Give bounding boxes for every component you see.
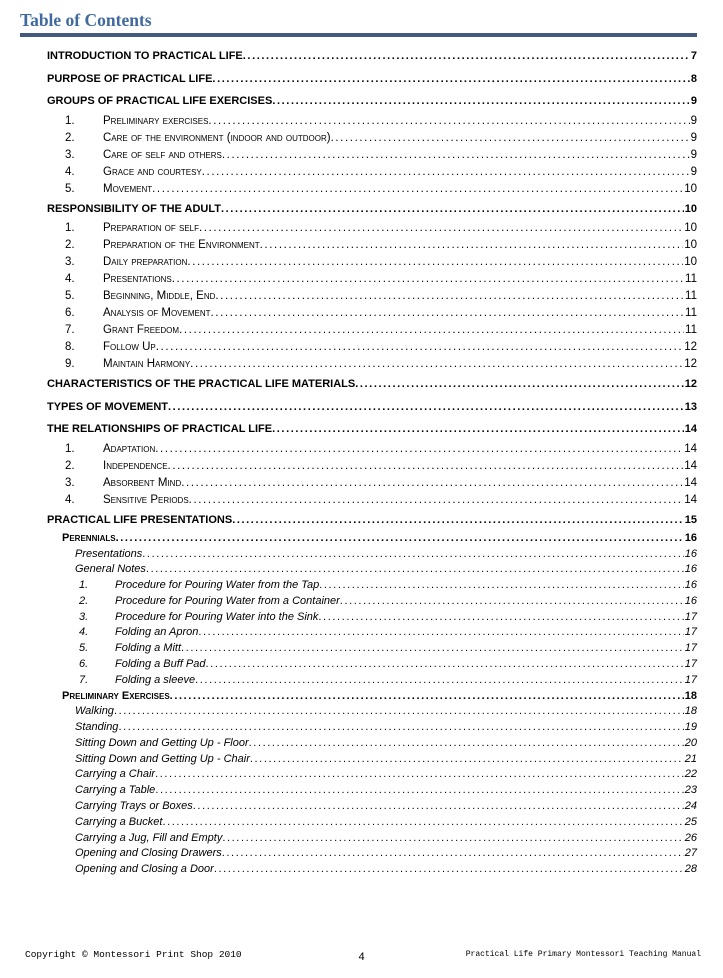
dotted-leader [118, 720, 683, 736]
toc-entry [0, 736, 697, 752]
toc-entry-page: 11 [685, 273, 697, 285]
toc-entry [0, 322, 697, 339]
dotted-leader [172, 271, 684, 288]
toc-entry [0, 594, 697, 610]
toc-entry [0, 547, 697, 563]
toc-entry [0, 441, 697, 458]
toc-entry-page: 17 [684, 642, 697, 655]
toc-entry-number: 3. [65, 476, 75, 489]
toc-entry-label: Procedure for Pouring Water from a Container [115, 594, 340, 607]
dotted-leader [170, 689, 684, 705]
dotted-leader [232, 509, 684, 532]
toc-entry-page: 11 [685, 324, 697, 336]
dotted-leader [250, 752, 684, 768]
toc-entry-label: Preliminary exercises [103, 114, 209, 127]
dotted-leader [195, 673, 684, 689]
toc-entry-number: 2. [65, 131, 75, 144]
toc-entry-label: Carrying a Chair [75, 768, 156, 781]
toc-entry-page: 16 [684, 563, 697, 576]
toc-entry [0, 220, 697, 237]
toc-entry-label: Perennials [62, 532, 116, 544]
toc-entry-number: 2. [65, 459, 75, 472]
toc-entry-page: 28 [684, 863, 697, 876]
toc-entry [0, 181, 697, 198]
toc-entry-number: 4. [65, 273, 75, 285]
title-rule [20, 33, 697, 37]
toc-entry-number: 5. [65, 182, 75, 195]
toc-entry-label: INTRODUCTION TO PRACTICAL LIFE [47, 50, 243, 62]
toc-entry-label: Care of self and others [103, 148, 222, 161]
toc-entry [0, 625, 697, 641]
toc-entry [0, 783, 697, 799]
toc-entry-number: 6. [79, 658, 89, 671]
toc-entry-page: 16 [684, 579, 697, 592]
toc-entry-label: Beginning, Middle, End [103, 290, 216, 302]
toc-entry-page: 18 [684, 705, 697, 718]
toc-entry [0, 147, 697, 164]
dotted-leader [214, 862, 684, 878]
toc-entry [0, 288, 697, 305]
toc-entry-number: 9. [65, 358, 75, 370]
toc-entry-number: 4. [79, 626, 89, 639]
toc-entry-label: Grace and courtesy [103, 165, 202, 178]
toc-entry-label: Folding an Apron [115, 626, 199, 639]
toc-entry-page: 20 [684, 736, 697, 749]
toc-entry [0, 475, 697, 492]
dotted-leader [168, 458, 684, 475]
toc-entry [0, 831, 697, 847]
toc-entry [0, 373, 697, 396]
dotted-leader [222, 147, 690, 164]
toc-entry-label: Independence [103, 459, 168, 472]
toc-entry [0, 815, 697, 831]
dotted-leader [155, 767, 684, 783]
toc-entry [0, 164, 697, 181]
toc-entry-page: 8 [690, 72, 697, 85]
dotted-leader [249, 736, 684, 752]
dotted-leader [355, 373, 684, 396]
toc-entry [0, 458, 697, 475]
toc-entry-page: 9 [690, 131, 697, 144]
toc-entry-page: 14 [684, 493, 697, 506]
dotted-leader [190, 356, 683, 373]
toc-entry-number: 7. [65, 324, 75, 336]
toc-entry-number: 4. [65, 493, 75, 506]
toc-entry-label: Preparation of self [103, 222, 199, 234]
dotted-leader [179, 322, 684, 339]
toc-entry-page: 13 [684, 400, 697, 413]
dotted-leader [208, 113, 689, 130]
toc-entry [0, 198, 697, 221]
toc-entry-label: Sitting Down and Getting Up - Chair [75, 752, 250, 765]
toc-entry-number: 3. [65, 148, 75, 161]
dotted-leader [168, 396, 684, 419]
toc-entry-label: Movement [103, 182, 153, 195]
page-header [20, 0, 697, 37]
toc-entry-page: 12 [684, 341, 697, 353]
toc-entry-label: Procedure for Pouring Water into the Sink [115, 610, 319, 623]
toc-entry-number: 1. [65, 442, 75, 455]
toc-entry-label: Preliminary Exercises [62, 689, 170, 702]
toc-entry-page: 10 [684, 222, 697, 234]
toc-entry [0, 752, 697, 768]
dotted-leader [155, 783, 683, 799]
toc-entry-page: 14 [684, 423, 697, 435]
toc-entry-label: Presentations [103, 273, 172, 285]
dotted-leader [211, 305, 685, 322]
toc-entry-number: 1. [65, 114, 75, 127]
dotted-leader [146, 562, 684, 578]
dotted-leader [221, 198, 684, 221]
toc-entry [0, 90, 697, 113]
dotted-leader [198, 625, 683, 641]
toc-entry-label: Folding a Mitt [115, 642, 182, 655]
dotted-leader [187, 254, 683, 271]
toc-entry-page: 11 [685, 307, 697, 319]
toc-entry-page: 9 [690, 95, 697, 107]
toc-entry-page: 16 [684, 594, 697, 607]
dotted-leader [319, 578, 684, 594]
toc-entry [0, 846, 697, 862]
toc-entry-page: 23 [684, 784, 697, 797]
toc-entry [0, 720, 697, 736]
toc-entry [0, 578, 697, 594]
toc-entry [0, 418, 697, 441]
toc-entry-page: 21 [684, 752, 697, 765]
dotted-leader [116, 531, 684, 547]
toc-entry [0, 68, 697, 91]
toc-entry-page: 17 [684, 626, 697, 639]
toc-entry-label: Preparation of the Environment [103, 239, 260, 251]
toc-entry [0, 862, 697, 878]
toc-entry-label: Analysis of Movement [103, 307, 211, 319]
footer-page-number: 4 [358, 952, 365, 964]
toc-entry [0, 237, 697, 254]
toc-entry [0, 492, 697, 509]
dotted-leader [156, 339, 683, 356]
toc-entry-label: Care of the environment (indoor and outdoor) [103, 131, 331, 144]
toc-entry [0, 509, 697, 532]
toc-entry-page: 16 [684, 547, 697, 560]
toc-entry [0, 562, 697, 578]
dotted-leader [142, 547, 683, 563]
toc-entry-label: Absorbent Mind [103, 476, 182, 489]
dotted-leader [212, 68, 689, 91]
dotted-leader [206, 657, 684, 673]
toc-entry-label: Presentations [75, 547, 143, 560]
toc-entry-label: Maintain Harmony [103, 358, 191, 370]
dotted-leader [215, 288, 684, 305]
toc-entry [0, 531, 697, 547]
toc-entry-page: 9 [690, 114, 697, 127]
toc-entry-label: Opening and Closing Drawers [75, 847, 222, 860]
page-title: Table of Contents [20, 10, 152, 30]
toc-entry-number: 1. [65, 222, 75, 234]
dotted-leader [162, 815, 683, 831]
toc-entry-page: 9 [690, 148, 697, 161]
dotted-leader [202, 164, 690, 181]
dotted-leader [222, 846, 684, 862]
toc-entry-label: THE RELATIONSHIPS OF PRACTICAL LIFE [47, 423, 273, 435]
toc-entry [0, 799, 697, 815]
dotted-leader [222, 831, 683, 847]
dotted-leader [340, 594, 684, 610]
toc-entry-number: 8. [65, 341, 75, 353]
toc-entry-label: Folding a Buff Pad [115, 658, 206, 671]
toc-entry-page: 10 [684, 202, 697, 215]
toc-entry [0, 271, 697, 288]
toc-entry-number: 2. [65, 239, 75, 251]
dotted-leader [193, 799, 684, 815]
toc-entry-number: 5. [65, 290, 75, 302]
dotted-leader [155, 441, 683, 458]
toc-entry [0, 673, 697, 689]
toc-entry-label: Sensitive Periods [103, 493, 189, 506]
toc-entry [0, 396, 697, 419]
toc-entry-label: Standing [75, 720, 119, 733]
toc-entry-number: 3. [65, 256, 75, 268]
dotted-leader [260, 237, 684, 254]
toc-entry-label: Walking [75, 705, 114, 718]
toc-entry-page: 7 [690, 50, 697, 62]
dotted-leader [189, 492, 684, 509]
dotted-leader [199, 220, 683, 237]
toc-entry-page: 19 [684, 720, 697, 733]
toc-entry [0, 356, 697, 373]
toc-entry-page: 25 [684, 815, 697, 828]
toc-entry [0, 689, 697, 705]
toc-entry-number: 7. [79, 673, 89, 686]
toc-entry-label: Procedure for Pouring Water from the Tap [115, 579, 320, 592]
toc-entry [0, 130, 697, 147]
toc-entry [0, 45, 697, 68]
toc-entry-label: Adaptation [103, 442, 156, 455]
dotted-leader [243, 45, 690, 68]
toc-entry [0, 767, 697, 783]
toc-entry [0, 113, 697, 130]
dotted-leader [272, 90, 690, 113]
toc-entry-page: 18 [684, 689, 697, 702]
toc-entry-page: 12 [684, 378, 697, 390]
toc-entry-label: Grant Freedom [103, 324, 180, 336]
dotted-leader [152, 181, 683, 198]
toc-entry-page: 11 [685, 290, 697, 302]
toc-entry-page: 22 [684, 768, 697, 781]
toc-entry [0, 610, 697, 626]
toc-entry-page: 10 [684, 182, 697, 195]
page-footer [0, 944, 723, 964]
toc-entry-label: Sitting Down and Getting Up - Floor [75, 736, 249, 749]
toc-entry-label: PRACTICAL LIFE PRESENTATIONS [47, 513, 233, 526]
toc-entry-page: 27 [684, 847, 697, 860]
toc-entry-label: CHARACTERISTICS OF THE PRACTICAL LIFE MATERIALS [47, 378, 356, 390]
footer-manual-name: Practical Life Primary Montessori Teaching Manual [465, 950, 701, 959]
toc-entry-page: 15 [684, 513, 697, 526]
toc-entry-page: 10 [684, 256, 697, 268]
toc-entry [0, 339, 697, 356]
toc-entry-page: 26 [684, 831, 697, 844]
toc-entry-label: Folding a sleeve [115, 673, 196, 686]
toc-entry [0, 305, 697, 322]
toc-entry-label: Carrying Trays or Boxes [75, 799, 193, 812]
toc-entry-page: 17 [684, 673, 697, 686]
toc-entry-label: Carrying a Bucket [75, 815, 163, 828]
toc-entry-label: Opening and Closing a Door [75, 863, 214, 876]
toc-entry-label: Carrying a Jug, Fill and Empty [75, 831, 223, 844]
toc-entry-page: 17 [684, 610, 697, 623]
toc-entry-page: 10 [684, 239, 697, 251]
toc-list [0, 45, 723, 878]
dotted-leader [272, 418, 684, 441]
toc-entry [0, 657, 697, 673]
toc-entry-number: 5. [79, 642, 89, 655]
toc-entry-label: RESPONSIBILITY OF THE ADULT [47, 202, 221, 215]
dotted-leader [114, 704, 684, 720]
toc-entry-page: 24 [684, 799, 697, 812]
footer-copyright: Copyright © Montessori Print Shop 2010 [25, 949, 242, 960]
toc-entry-label: Carrying a Table [75, 784, 156, 797]
toc-entry-page: 14 [684, 476, 697, 489]
toc-entry-page: 9 [690, 165, 697, 178]
toc-entry-page: 17 [684, 658, 697, 671]
toc-entry-number: 2. [79, 594, 89, 607]
toc-entry-page: 16 [684, 532, 697, 544]
dotted-leader [181, 475, 683, 492]
toc-entry-page: 14 [684, 459, 697, 472]
dotted-leader [181, 641, 684, 657]
dotted-leader [331, 130, 690, 147]
toc-entry-number: 1. [79, 579, 89, 592]
toc-entry [0, 641, 697, 657]
toc-entry-page: 12 [684, 358, 697, 370]
toc-entry [0, 254, 697, 271]
toc-entry-label: Daily preparation [103, 256, 188, 268]
toc-entry-label: TYPES OF MOVEMENT [47, 400, 169, 413]
toc-entry-label: General Notes [75, 563, 146, 576]
toc-entry-label: Follow Up [103, 341, 156, 353]
toc-entry-label: PURPOSE OF PRACTICAL LIFE [47, 72, 213, 85]
dotted-leader [318, 610, 683, 626]
toc-entry-number: 3. [79, 610, 89, 623]
toc-entry-number: 4. [65, 165, 75, 178]
toc-entry [0, 704, 697, 720]
toc-entry-label: GROUPS OF PRACTICAL LIFE EXERCISES [47, 95, 273, 107]
toc-entry-page: 14 [684, 442, 697, 455]
toc-entry-number: 6. [65, 307, 75, 319]
